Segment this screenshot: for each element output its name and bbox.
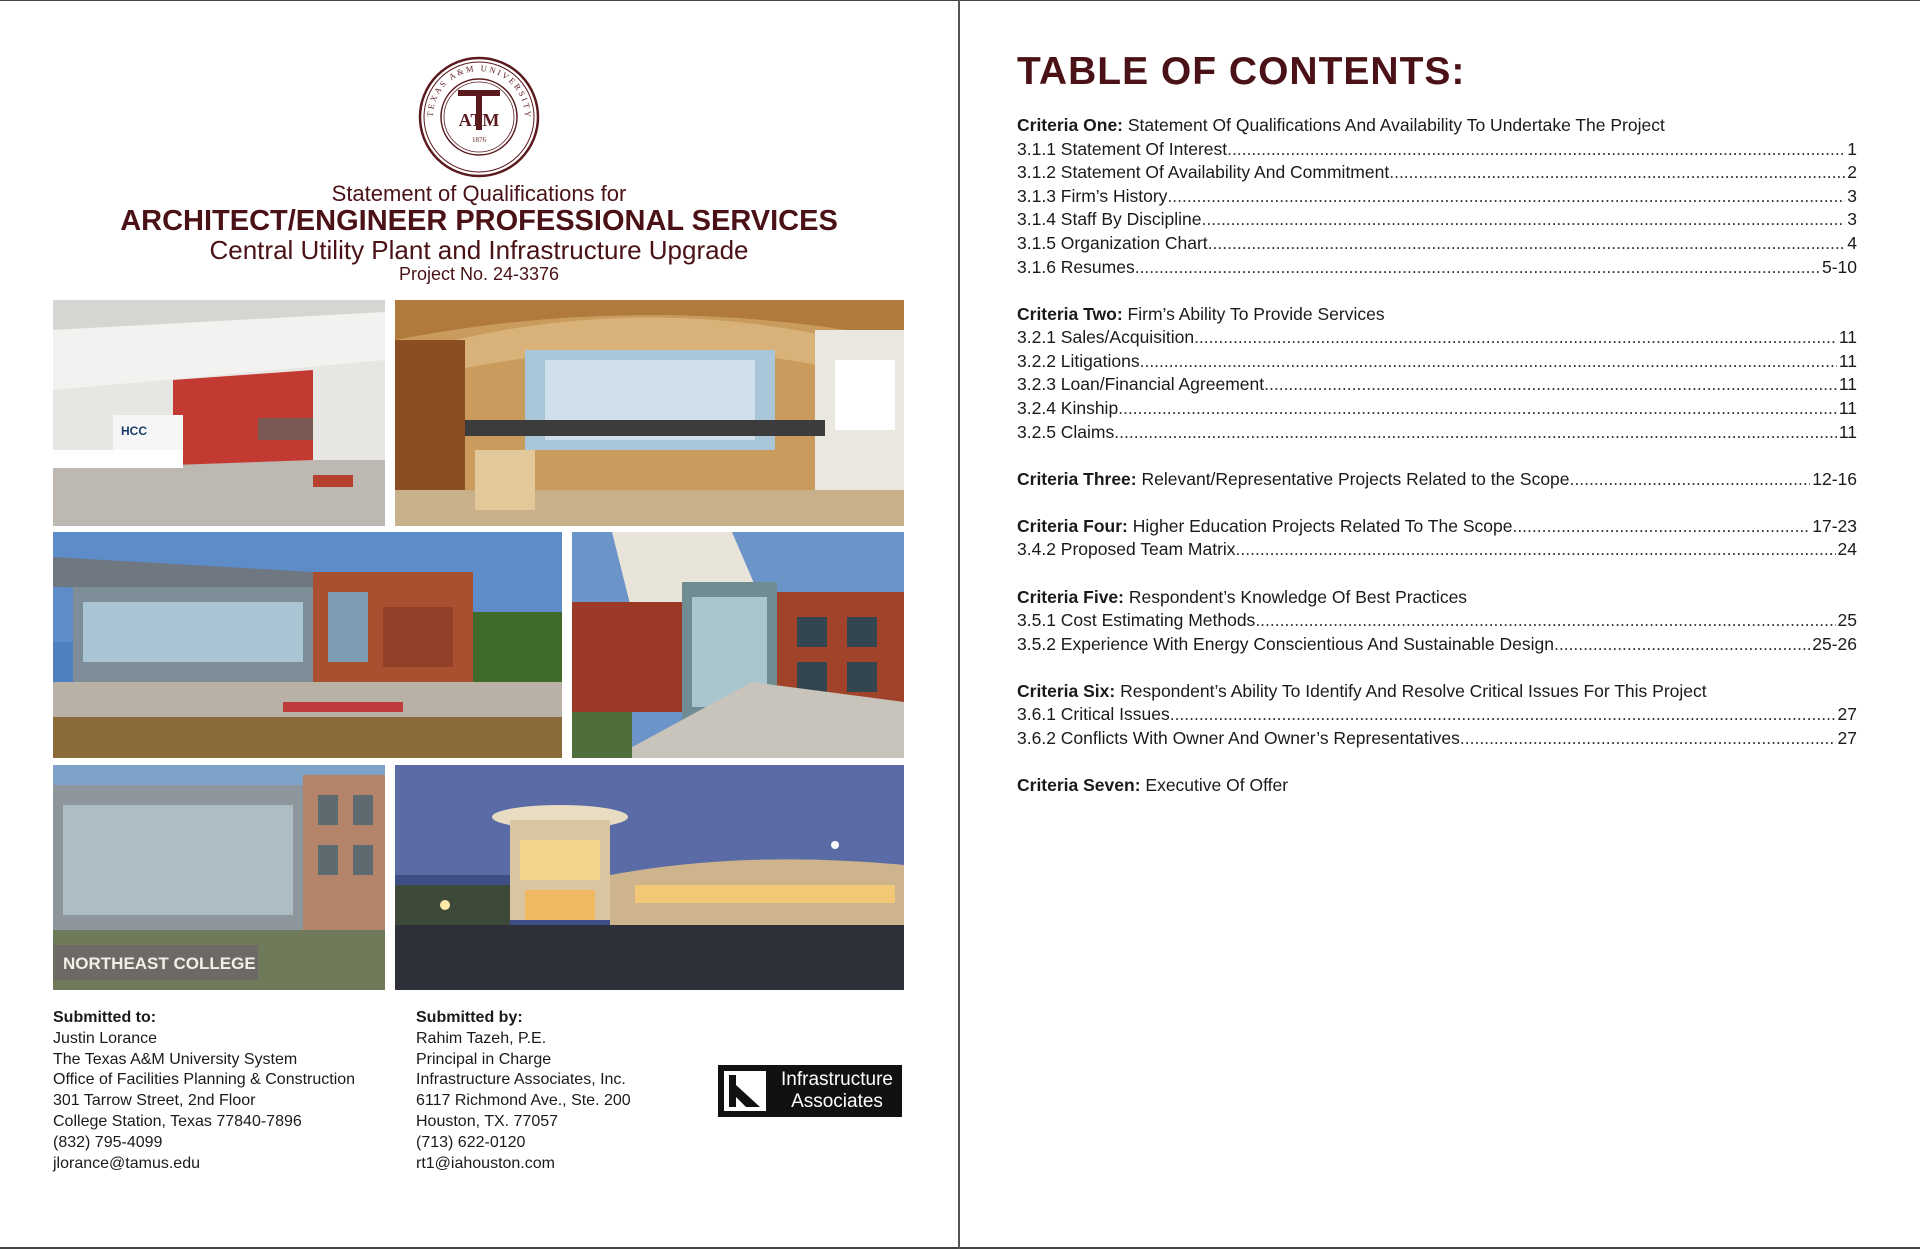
toc-criteria-heading[interactable]	[1017, 468, 1857, 492]
submitted-by-role: Principal in Charge	[416, 1050, 552, 1068]
toc-page-number: 11	[1838, 350, 1857, 371]
seal-year: 1876	[472, 136, 486, 144]
cover-main-title: ARCHITECT/ENGINEER PROFESSIONAL SERVICES	[120, 205, 838, 237]
toc-dot-leader	[1194, 326, 1837, 350]
toc-page-number: 25	[1837, 610, 1857, 631]
toc-criteria-desc: Firm’s Ability To Provide Services	[1122, 303, 1385, 324]
seal-ring-text: TEXAS A&M UNIVERSITY	[424, 62, 534, 120]
toc-dot-leader	[1512, 515, 1810, 539]
toc-entry[interactable]	[1017, 232, 1857, 256]
toc-entry-label: 3.5.2 Experience With Energy Conscientious And Sustainable Design	[1017, 633, 1554, 654]
toc-page-number: 11	[1838, 327, 1857, 348]
submitted-to-street: 301 Tarrow Street, 2nd Floor	[53, 1092, 256, 1110]
submitted-to-org: The Texas A&M University System	[53, 1050, 298, 1068]
toc-entry[interactable]	[1017, 538, 1857, 562]
toc-criteria-number: Criteria Six:	[1017, 680, 1116, 701]
ia-logo-line1: Infrastructure	[781, 1069, 893, 1090]
page-spread-divider	[958, 0, 960, 1249]
toc-criteria-desc: Higher Education Projects Related To The Scope	[1127, 515, 1513, 536]
toc-entry[interactable]	[1017, 256, 1857, 280]
table-of-contents	[1017, 114, 1857, 821]
toc-dot-leader	[1167, 185, 1845, 209]
toc-entry-label: 3.2.1 Sales/Acquisition	[1017, 327, 1195, 348]
toc-criteria-number: Criteria Five:	[1017, 586, 1124, 607]
toc-entry[interactable]	[1017, 350, 1857, 374]
toc-title: TABLE OF CONTENTS:	[1017, 50, 1466, 93]
northeast-college-sign: NORTHEAST COLLEGE	[63, 954, 256, 973]
submitted-by-street: 6117 Richmond Ave., Ste. 200	[416, 1092, 631, 1110]
toc-criteria-number: Criteria One:	[1017, 115, 1123, 135]
submitted-to-phone: (832) 795-4099	[53, 1133, 163, 1151]
toc-criteria-number: Criteria Two:	[1017, 303, 1123, 324]
toc-entry[interactable]	[1017, 397, 1857, 421]
toc-entry[interactable]	[1017, 161, 1857, 185]
toc-dot-leader	[1255, 609, 1835, 633]
toc-criteria-heading[interactable]	[1017, 303, 1857, 327]
cover-project-number: Project No. 24-3376	[398, 264, 560, 284]
cover-project-name: Central Utility Plant and Infrastructure Upgrade	[209, 235, 749, 265]
toc-dot-leader	[1140, 350, 1837, 374]
toc-entry-label: 3.2.4 Kinship	[1017, 398, 1119, 419]
toc-dot-leader	[1570, 468, 1811, 492]
toc-dot-leader	[1389, 161, 1845, 185]
toc-criteria-heading[interactable]	[1017, 515, 1857, 539]
toc-dot-leader	[1554, 633, 1810, 657]
toc-criteria-heading[interactable]	[1017, 586, 1857, 610]
toc-section	[1017, 774, 1857, 798]
cover-page	[0, 0, 958, 1249]
toc-criteria-heading[interactable]	[1017, 680, 1857, 704]
toc-entry[interactable]	[1017, 138, 1857, 162]
photo-atrium	[395, 300, 904, 526]
submitted-by-city: Houston, TX. 77057	[416, 1112, 559, 1130]
toc-page-number: 1	[1847, 138, 1857, 159]
toc-criteria-label	[1017, 468, 1570, 492]
toc-entry-label: 3.6.1 Critical Issues	[1017, 704, 1170, 725]
toc-criteria-number: Criteria Four:	[1017, 515, 1128, 536]
toc-entry-label: 3.1.4 Staff By Discipline	[1017, 209, 1202, 230]
toc-criteria-desc: Respondent’s Ability To Identify And Resolve Critical Issues For This Project	[1115, 680, 1707, 701]
toc-criteria-label	[1017, 515, 1512, 539]
toc-page-number: 27	[1837, 704, 1857, 725]
submitted-by-name: Rahim Tazeh, P.E.	[416, 1029, 547, 1047]
toc-section	[1017, 303, 1857, 445]
toc-dot-leader	[1208, 232, 1846, 256]
toc-criteria-number: Criteria Three:	[1017, 468, 1137, 489]
toc-dot-leader	[1202, 208, 1846, 232]
toc-page-number: 12-16	[1812, 468, 1857, 489]
toc-entry[interactable]	[1017, 421, 1857, 445]
toc-entry-label: 3.6.2 Conflicts With Owner And Owner’s Representatives	[1017, 727, 1460, 748]
ia-logo-line2: Associates	[791, 1091, 883, 1112]
toc-criteria-heading[interactable]	[1017, 774, 1857, 798]
toc-entry[interactable]	[1017, 208, 1857, 232]
submitted-to-block	[53, 1008, 355, 1174]
toc-criteria-desc: Executive Of Offer	[1140, 775, 1289, 796]
toc-criteria-desc: Statement Of Qualifications And Availability To Undertake The Project	[1123, 115, 1665, 135]
toc-criteria-desc: Relevant/Representative Projects Related to the Scope	[1136, 468, 1570, 489]
toc-page-number: 11	[1838, 374, 1857, 395]
toc-page-number: 5-10	[1821, 256, 1857, 277]
toc-page-number: 2	[1847, 162, 1857, 183]
toc-section	[1017, 114, 1857, 279]
toc-entry[interactable]	[1017, 633, 1857, 657]
submitted-by-heading: Submitted by:	[416, 1009, 523, 1026]
submitted-to-city: College Station, Texas 77840-7896	[53, 1112, 302, 1130]
toc-section	[1017, 680, 1857, 751]
toc-entry-label: 3.4.2 Proposed Team Matrix	[1017, 539, 1236, 560]
submitted-by-company: Infrastructure Associates, Inc.	[416, 1071, 626, 1089]
photo-northeast-college	[53, 765, 385, 990]
submitted-to-email: jlorance@tamus.edu	[53, 1154, 200, 1172]
submitted-to-name: Justin Lorance	[53, 1029, 158, 1047]
toc-entry-label: 3.1.6 Resumes	[1017, 256, 1135, 277]
photo-brick-entry	[572, 532, 904, 758]
toc-entry[interactable]	[1017, 326, 1857, 350]
toc-entry[interactable]	[1017, 703, 1857, 727]
toc-entry-label: 3.2.3 Loan/Financial Agreement	[1017, 374, 1265, 395]
tamu-seal-logo	[418, 56, 540, 178]
toc-entry-label: 3.1.1 Statement Of Interest	[1017, 138, 1228, 159]
toc-page-number: 27	[1837, 727, 1857, 748]
toc-page-number: 3	[1847, 185, 1857, 206]
ia-mark-icon	[724, 1071, 766, 1111]
toc-dot-leader	[1114, 421, 1837, 445]
toc-entry-label: 3.1.5 Organization Chart	[1017, 232, 1208, 253]
toc-page-number: 25-26	[1812, 633, 1857, 654]
submitted-by-block	[416, 1008, 631, 1174]
toc-dot-leader	[1118, 397, 1837, 421]
toc-entry-label: 3.1.2 Statement Of Availability And Commitment	[1017, 162, 1390, 183]
hcc-sign-text: HCC	[121, 424, 147, 438]
toc-entry[interactable]	[1017, 727, 1857, 751]
toc-dot-leader	[1135, 256, 1820, 280]
toc-section	[1017, 586, 1857, 657]
toc-entry-label: 3.5.1 Cost Estimating Methods	[1017, 610, 1256, 631]
toc-entry-label: 3.2.2 Litigations	[1017, 350, 1140, 371]
ia-logo-text	[778, 1069, 896, 1113]
toc-page-number: 17-23	[1812, 515, 1857, 536]
infrastructure-associates-logo	[718, 1065, 902, 1117]
toc-page-number: 3	[1847, 209, 1857, 230]
toc-page-number: 11	[1838, 421, 1857, 442]
toc-section	[1017, 515, 1857, 562]
toc-dot-leader	[1170, 703, 1836, 727]
toc-criteria-number: Criteria Seven:	[1017, 775, 1141, 796]
toc-entry[interactable]	[1017, 185, 1857, 209]
submitted-by-email: rt1@iahouston.com	[416, 1154, 555, 1172]
photo-campus-building	[53, 532, 562, 758]
toc-dot-leader	[1460, 727, 1836, 751]
toc-page-number: 4	[1847, 232, 1857, 253]
photo-interior-lobby	[53, 300, 385, 526]
submitted-by-phone: (713) 622-0120	[416, 1133, 526, 1151]
seal-monogram: ATM	[458, 110, 500, 130]
photo-rotunda-dusk	[395, 765, 904, 990]
toc-entry-label: 3.1.3 Firm’s History	[1017, 185, 1168, 206]
toc-section	[1017, 468, 1857, 492]
toc-entry[interactable]	[1017, 609, 1857, 633]
toc-criteria-desc: Respondent’s Knowledge Of Best Practices	[1123, 586, 1468, 607]
cover-title-block	[0, 182, 958, 284]
toc-entry-label: 3.2.5 Claims	[1017, 421, 1115, 442]
cover-subtitle: Statement of Qualifications for	[331, 181, 627, 206]
toc-dot-leader	[1236, 538, 1836, 562]
toc-page-number: 11	[1838, 398, 1857, 419]
submitted-to-office: Office of Facilities Planning & Construction	[53, 1071, 356, 1089]
toc-dot-leader	[1264, 373, 1837, 397]
toc-entry[interactable]	[1017, 373, 1857, 397]
toc-criteria-heading[interactable]	[1017, 114, 1857, 138]
submitted-to-heading: Submitted to:	[53, 1009, 157, 1026]
toc-page-number: 24	[1837, 539, 1857, 560]
toc-dot-leader	[1227, 138, 1845, 162]
